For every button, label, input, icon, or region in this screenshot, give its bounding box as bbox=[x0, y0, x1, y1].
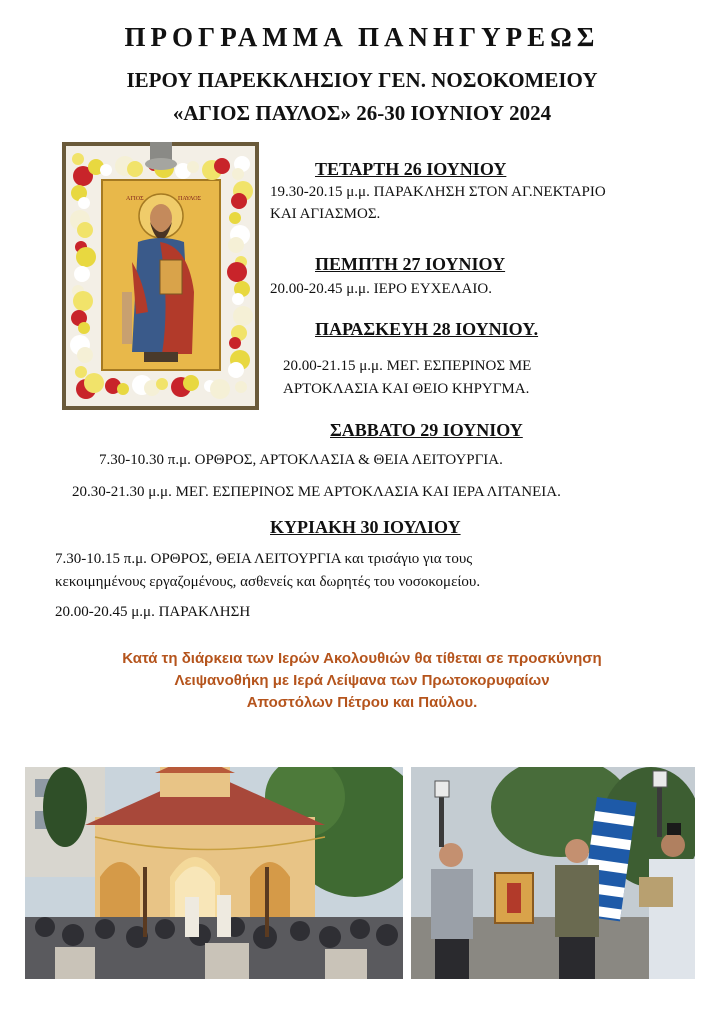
flower bbox=[74, 266, 90, 282]
relics-note-line: Αποστόλων Πέτρου και Παύλου. bbox=[246, 694, 478, 711]
page-title: ΠΡΟΓΡΑΜΜΑ ΠΑΝΗΓΥΡΕΩΣ bbox=[124, 22, 600, 52]
flower bbox=[156, 378, 168, 390]
schedule-line: 7.30-10.30 π.μ. ΟΡΘΡΟΣ, ΑΡΤΟΚΛΑΣΙΑ & ΘΕΙΑ ΛΕΙΤΟΥΡΓΙΑ. bbox=[99, 452, 503, 468]
icon-inscription-right: ΠΑΥΛΟΣ bbox=[178, 196, 202, 202]
flower bbox=[210, 379, 230, 399]
flower bbox=[229, 337, 241, 349]
schedule-line: 19.30-20.15 μ.μ. ΠΑΡΑΚΛΗΣΗ ΣΤΟΝ ΑΓ.ΝΕΚΤΑΡΙΟ bbox=[270, 184, 606, 200]
flower bbox=[183, 375, 199, 391]
flower bbox=[231, 193, 247, 209]
procession-photo bbox=[411, 767, 695, 979]
page-subtitle-chapel: ΙΕΡΟΥ ΠΑΡΕΚΚΛΗΣΙΟΥ ΓΕΝ. ΝΟΣΟΚΟΜΕΙΟΥ bbox=[126, 68, 598, 92]
day-heading-friday: ΠΑΡΑΣΚΕΥΗ 28 ΙΟΥΝΙΟΥ. bbox=[315, 319, 539, 339]
schedule-line: 20.00-20.45 μ.μ. ΙΕΡΟ ΕΥΧΕΛΑΙΟ. bbox=[270, 281, 492, 297]
schedule-line: 20.00-21.15 μ.μ. ΜΕΓ. ΕΣΠΕΡΙΝΟΣ ΜΕ bbox=[283, 358, 532, 374]
flower bbox=[127, 161, 143, 177]
relics-note bbox=[0, 648, 724, 714]
flower bbox=[232, 168, 244, 180]
flower bbox=[78, 197, 90, 209]
schedule-line: 7.30-10.15 π.μ. ΟΡΘΡΟΣ, ΘΕΙΑ ΛΕΙΤΟΥΡΓΙΑ και τρισάγιο για τους bbox=[55, 551, 473, 567]
relics-note-line: Κατά τη διάρκεια των Ιερών Ακολουθιών θα τίθεται σε προσκύνηση bbox=[122, 650, 602, 667]
flower bbox=[214, 158, 230, 174]
flower bbox=[77, 222, 93, 238]
flower bbox=[229, 212, 241, 224]
flower bbox=[117, 383, 129, 395]
day-heading-saturday: ΣΑΒΒΑΤΟ 29 ΙΟΥΝΙΟΥ bbox=[330, 420, 523, 440]
flower bbox=[100, 164, 112, 176]
saint-paul-icon-photo bbox=[62, 142, 259, 410]
flower bbox=[73, 291, 93, 311]
flower bbox=[228, 237, 244, 253]
flower bbox=[235, 381, 247, 393]
flower bbox=[227, 262, 247, 282]
schedule-line: 20.00-20.45 μ.μ. ΠΑΡΑΚΛΗΣΗ bbox=[55, 604, 251, 620]
day-heading-thursday: ΠΕΜΠΤΗ 27 ΙΟΥΝΙΟΥ bbox=[315, 254, 506, 274]
flower bbox=[84, 373, 104, 393]
flower bbox=[187, 161, 199, 173]
flower bbox=[72, 153, 84, 165]
relics-note-line: Λειψανοθήκη με Ιερά Λείψανα των Πρωτοκορυφαίων bbox=[174, 672, 550, 689]
flower bbox=[77, 347, 93, 363]
schedule-line: ΚΑΙ ΑΓΙΑΣΜΟΣ. bbox=[270, 206, 381, 222]
day-heading-sunday: ΚΥΡΙΑΚΗ 30 ΙΟΥΛΙΟΥ bbox=[270, 517, 461, 537]
schedule-line: ΑΡΤΟΚΛΑΣΙΑ ΚΑΙ ΘΕΙΟ ΚΗΡΥΓΜΑ. bbox=[283, 381, 530, 397]
flower bbox=[76, 247, 96, 267]
day-heading-wednesday: ΤΕΤΑΡΤΗ 26 ΙΟΥΝΙΟΥ bbox=[315, 159, 507, 179]
chapel-service-photo bbox=[25, 767, 403, 979]
schedule-line: κεκοιμημένους εργαζομένους, ασθενείς και δωρητές του νοσοκομείου. bbox=[55, 574, 481, 590]
schedule-line: 20.30-21.30 μ.μ. ΜΕΓ. ΕΣΠΕΡΙΝΟΣ ΜΕ ΑΡΤΟΚΛΑΣΙΑ ΚΑΙ ΙΕΡΑ ΛΙΤΑΝΕΙΑ. bbox=[72, 484, 561, 500]
flower bbox=[232, 293, 244, 305]
flower bbox=[233, 306, 253, 326]
page-subtitle-dates: «ΑΓΙΟΣ ΠΑΥΛΟΣ» 26-30 ΙΟΥΝΙΟΥ 2024 bbox=[172, 101, 552, 125]
flower bbox=[78, 322, 90, 334]
icon-inscription-left: ΑΓΙΟΣ bbox=[126, 196, 144, 202]
flower bbox=[228, 362, 244, 378]
flower bbox=[75, 366, 87, 378]
